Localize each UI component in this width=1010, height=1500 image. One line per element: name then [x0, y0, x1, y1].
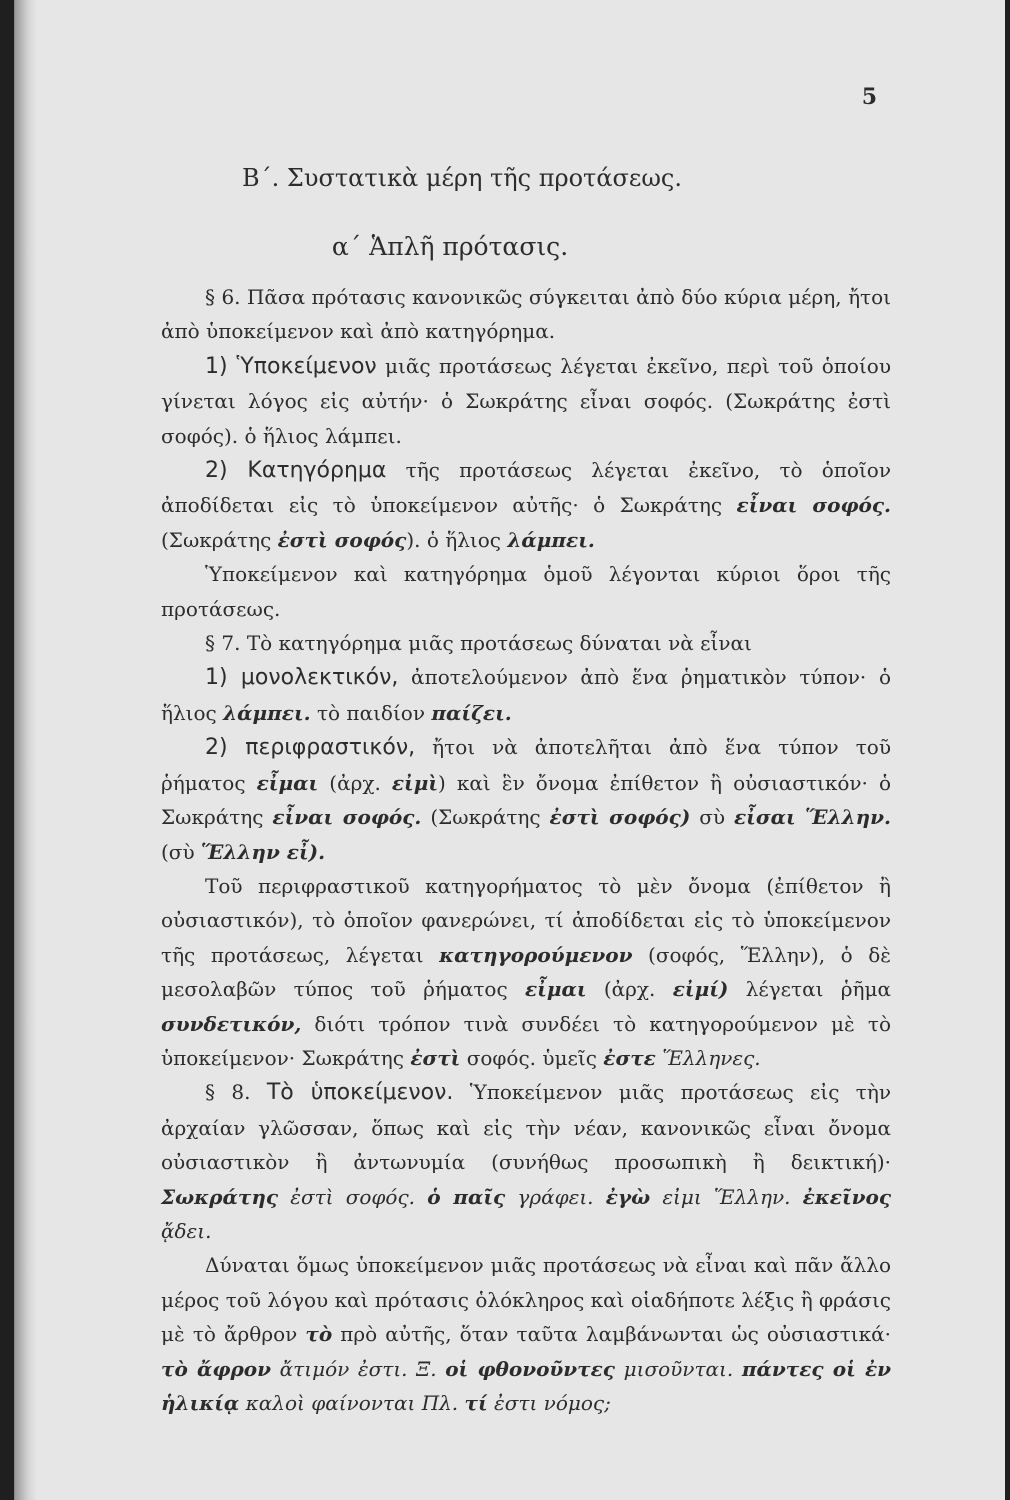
paragraph-6: § 6. Πᾶσα πρότασις κανονικῶς σύγκειται ἀπὸ δύο κύρια μέρη, ἤτοι ἀπὸ ὑποκείμενον καὶ ἀπὸ κατηγόρημα.: [161, 285, 891, 344]
page-number: 5: [861, 84, 877, 110]
paragraph-7-2: 2) περιφραστικόν, ἤτοι νὰ ἀποτελῆται ἀπὸ ἕνα τύπον τοῦ ῥήματος εἶμαι (ἀρχ. εἰμὶ) καὶ ἓν ὄνομα ἐπίθετον ἢ οὐσιαστικόν· ὁ Σωκράτης εἶναι σοφός. (Σωκράτης ἐστὶ σοφός) σὺ εἶσαι Ἕλλην. (σὺ Ἕλλην εἶ).: [161, 735, 892, 864]
paragraph-6-3: Ὑποκείμενον καὶ κατηγόρημα ὁμοῦ λέγονται κύριοι ὅροι τῆς προτάσεως.: [161, 562, 891, 621]
paragraph-7: § 7. Τὸ κατηγόρημα μιᾶς προτάσεως δύναται νὰ εἶναι: [205, 631, 752, 656]
book-page: [14, 0, 1005, 1500]
section-title: Β΄. Συστατικὰ μέρη τῆς προτάσεως.: [242, 164, 682, 192]
paragraph-7-1: 1) μονολεκτικόν, ἀποτελούμενον ἀπὸ ἕνα ῥηματικὸν τύπον· ὁ ἥλιος λάμπει. τὸ παιδίον παίζει.: [161, 665, 891, 725]
subsection-title: α΄ Ἁπλῆ πρότασις.: [331, 232, 569, 261]
paragraph-9: Δύναται ὅμως ὑποκείμενον μιᾶς προτάσεως νὰ εἶναι καὶ πᾶν ἄλλο μέρος τοῦ λόγου καὶ πρότασις ὁλόκληρος καὶ οἱαδήποτε λέξις ἢ φράσις μὲ τὸ ἄρθρον τὸ πρὸ αὐτῆς, ὅταν ταῦτα λαμβάνωνται ὡς οὐσιαστικά· τὸ ἄφρον ἄτιμόν ἐστι. Ξ. οἱ φθονοῦντες μισοῦνται. πάντες οἱ ἐν ἡλικίᾳ καλοὶ φαίνονται Πλ. τί ἐστι νόμος;: [161, 1253, 892, 1415]
body-text: [161, 280, 891, 1420]
paragraph-8: § 8. Τὸ ὑποκείμενον. Ὑποκείμενον μιᾶς προτάσεως εἰς τὴν ἀρχαίαν γλῶσσαν, ὅπως καὶ εἰς τὴν νέαν, κανονικῶς εἶναι ὄνομα οὐσιαστικὸν ἢ ἀντωνυμία (συνήθως προσωπικὴ ἢ δεικτική)· Σωκράτης ἐστὶ σοφός. ὁ παῖς γράφει. ἐγὼ εἰμι Ἕλλην. ἐκεῖνος ᾄδει.: [161, 1080, 892, 1243]
page-binding: [15, 0, 37, 1500]
paragraph-6-1: 1) Ὑποκείμενον μιᾶς προτάσεως λέγεται ἐκεῖνο, περὶ τοῦ ὁποίου γίνεται λόγος εἰς αὐτήν· ὁ Σωκράτης εἶναι σοφός. (Σωκράτης ἐστὶ σοφός). ὁ ἥλιος λάμπει.: [161, 353, 891, 448]
paragraph-7-3: Τοῦ περιφραστικοῦ κατηγορήματος τὸ μὲν ὄνομα (ἐπίθετον ἢ οὐσιαστικόν), τὸ ὁποῖον φανερώνει, τί ἀποδίδεται εἰς τὸ ὑποκείμενον τῆς προτάσεως, λέγεται κατηγορούμενον (σοφός, Ἕλλην), ὁ δὲ μεσολαβῶν τύπος τοῦ ῥήματος εἶμαι (ἀρχ. εἰμί) λέγεται ῥῆμα συνδετικόν, διότι τρόπον τινὰ συνδέει τὸ κατηγορούμενον μὲ τὸ ὑποκείμενον· Σωκράτης ἐστὶ σοφός. ὑμεῖς ἐστε Ἕλληνες.: [161, 873, 892, 1070]
paragraph-6-2: 2) Κατηγόρημα τῆς προτάσεως λέγεται ἐκεῖνο, τὸ ὁποῖον ἀποδίδεται εἰς τὸ ὑποκείμενον αὐτῆς· ὁ Σωκράτης εἶναι σοφός. (Σωκράτης ἐστὶ σοφός). ὁ ἥλιος λάμπει.: [161, 458, 892, 552]
